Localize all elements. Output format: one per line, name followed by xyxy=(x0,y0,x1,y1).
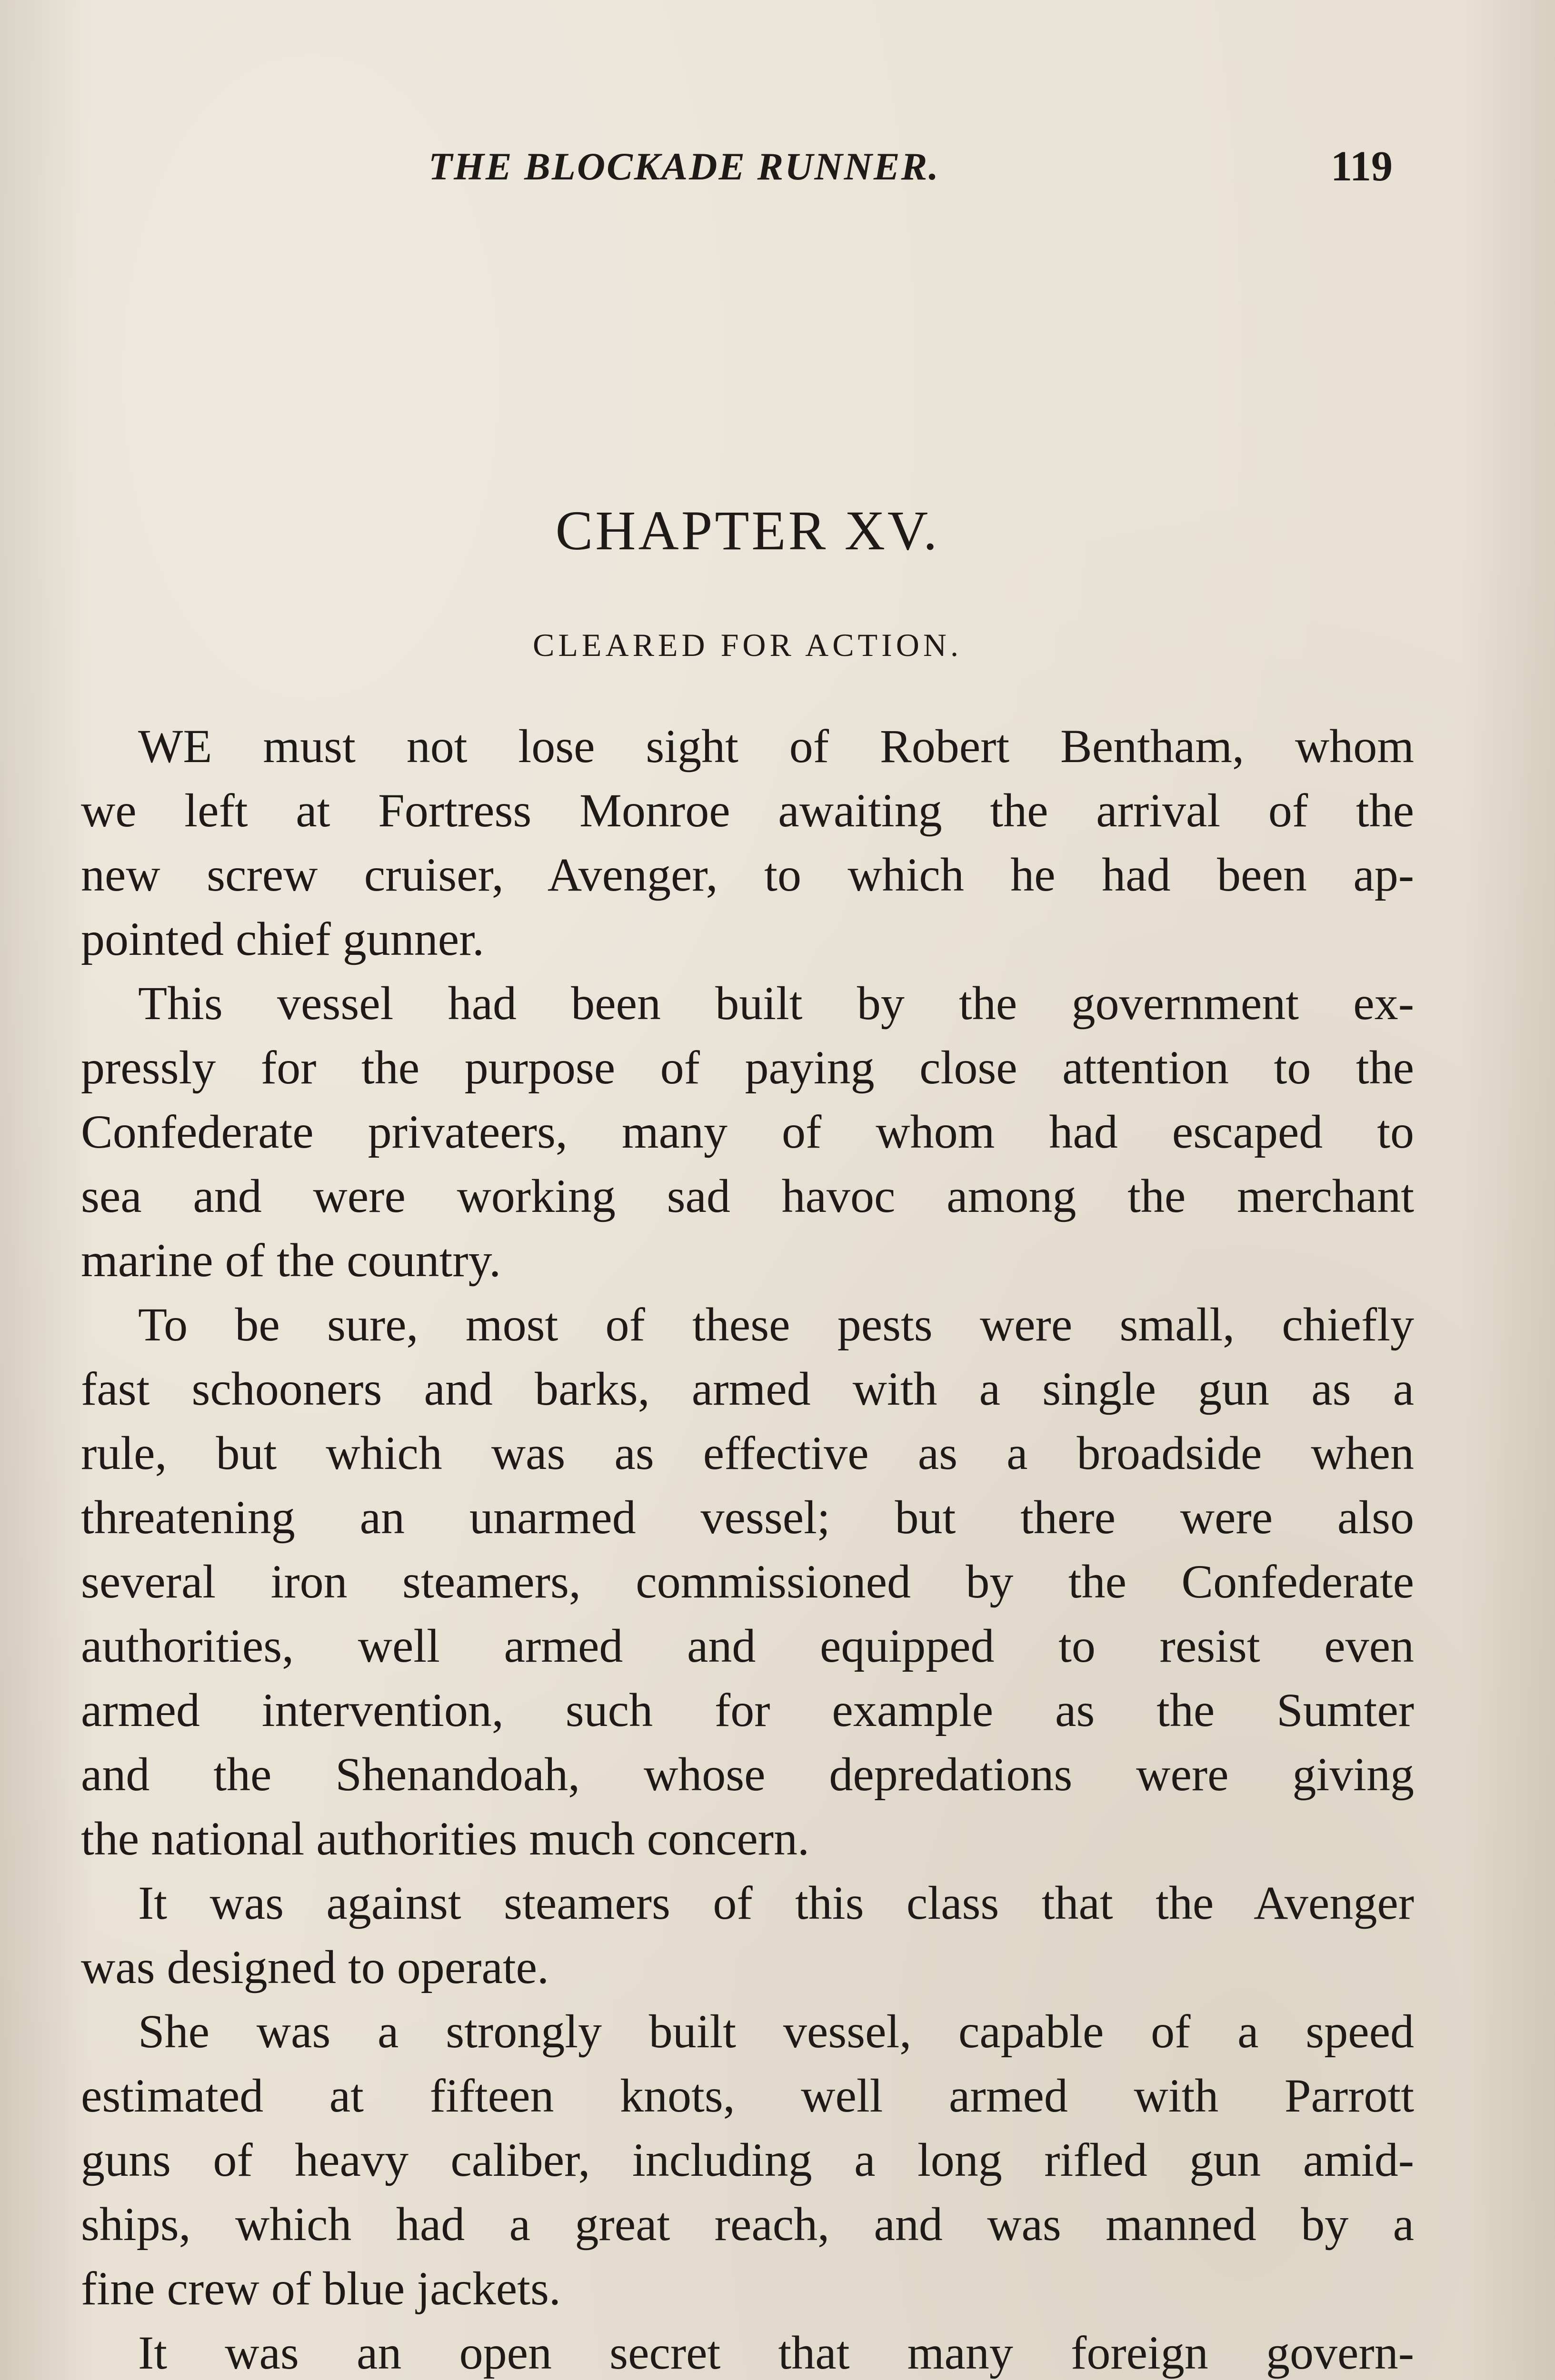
text-line: It was against steamers of this class that the Avenger xyxy=(138,1876,1414,1929)
text-line: authorities, well armed and equipped to resist even xyxy=(81,1619,1414,1672)
text-line: WE must not lose sight of Robert Bentham, whom xyxy=(138,720,1414,773)
text-line: To be sure, most of these pests were small, chiefly xyxy=(138,1298,1414,1351)
text-line: ships, which had a great reach, and was manned by a xyxy=(81,2198,1414,2251)
text-line: several iron steamers, commissioned by the Confederate xyxy=(81,1555,1414,1608)
chapter-heading: CHAPTER XV. xyxy=(555,499,940,562)
text-line: threatening an unarmed vessel; but there were also xyxy=(81,1491,1414,1544)
text-line: guns of heavy caliber, including a long rifled gun amid- xyxy=(81,2133,1414,2186)
page-number: 119 xyxy=(1331,143,1393,190)
chapter-subtitle: CLEARED FOR ACTION. xyxy=(533,627,962,663)
text-line: was designed to operate. xyxy=(81,1941,549,1993)
text-line: It was an open secret that many foreign govern- xyxy=(138,2326,1414,2379)
text-line: pressly for the purpose of paying close attention to the xyxy=(81,1041,1414,1094)
text-line: marine of the country. xyxy=(81,1234,501,1287)
text-line: rule, but which was as effective as a broadside when xyxy=(81,1427,1414,1479)
text-line: sea and were working sad havoc among the merchant xyxy=(81,1170,1414,1222)
body-text xyxy=(81,714,1414,2380)
text-line: pointed chief gunner. xyxy=(81,912,484,965)
text-line: fast schooners and barks, armed with a single gun as a xyxy=(81,1362,1414,1415)
text-line: the national authorities much concern. xyxy=(81,1812,810,1865)
text-line: estimated at fifteen knots, well armed with Parrott xyxy=(81,2069,1414,2122)
running-title: THE BLOCKADE RUNNER. xyxy=(429,145,940,188)
text-line: we left at Fortress Monroe awaiting the arrival of the xyxy=(81,784,1414,837)
text-line: armed intervention, such for example as the Sumter xyxy=(81,1684,1414,1736)
running-head xyxy=(0,138,1555,200)
text-line: Confederate privateers, many of whom had escaped to xyxy=(81,1105,1414,1158)
text-line: new screw cruiser, Avenger, to which he had been ap- xyxy=(81,848,1414,901)
text-line: fine crew of blue jackets. xyxy=(81,2262,561,2315)
text-line: This vessel had been built by the government ex- xyxy=(138,977,1414,1030)
text-line: She was a strongly built vessel, capable of a speed xyxy=(138,2005,1414,2058)
text-line: and the Shenandoah, whose depredations were giving xyxy=(81,1748,1414,1801)
